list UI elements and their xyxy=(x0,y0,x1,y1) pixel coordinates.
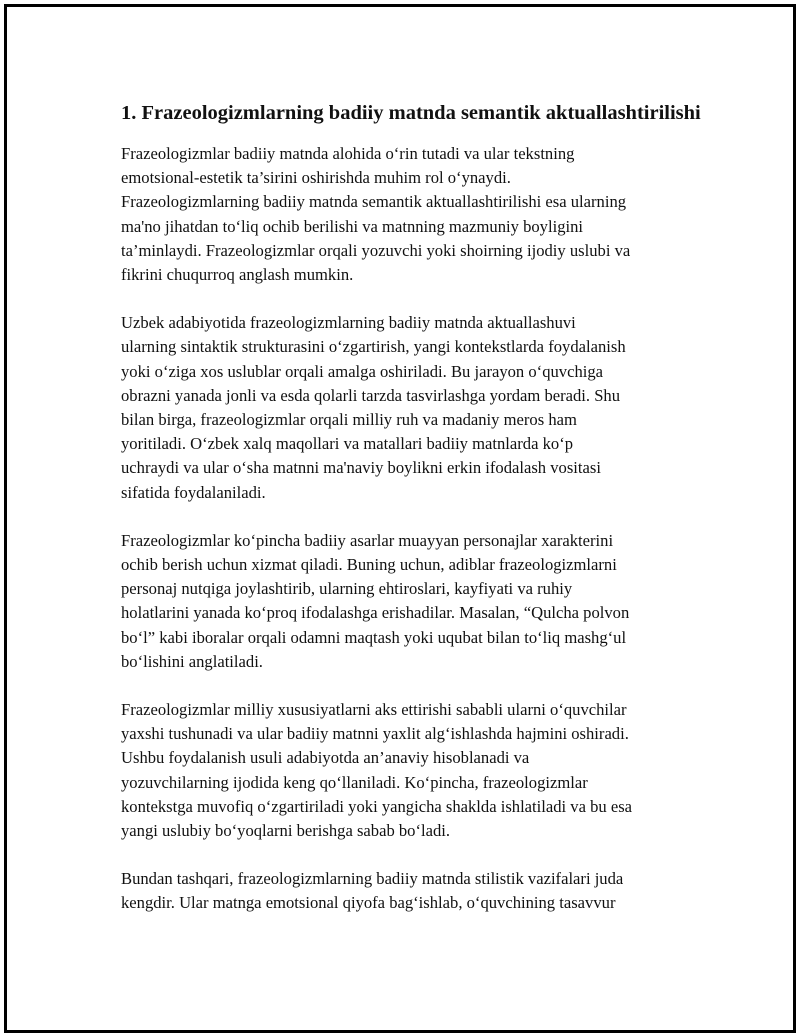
section-heading: 1. Frazeologizmlarning badiiy matnda semantik aktuallashtirilishi xyxy=(121,102,701,124)
paragraph: Frazeologizmlar badiiy matnda alohida o‘rin tutadi va ular tekstning emotsional-estetik ta’sirini oshirishda muhim rol o‘ynaydi. Frazeologizmlarning badiiy matnda semantik aktuallashtirilishi esa ularning ma'no jihatdan to‘liq ochib berilishi va matnning mazmuniy boyligini ta’minlaydi. Frazeologizmlar orqali yozuvchi yoki shoirning ijodiy uslubi va fikrini chuqurroq anglash mumkin. xyxy=(121,144,631,285)
page-frame xyxy=(4,4,796,1033)
paragraph: Uzbek adabiyotida frazeologizmlarning badiiy matnda aktuallashuvi ularning sintaktik strukturasini o‘zgartirish, yangi kontekstlarda foydalanish yoki o‘ziga xos uslublar orqali amalga oshiriladi. Bu jarayon o‘quvchiga obrazni yanada jonli va esda qolarli tarzda tasvirlashga yordam beradi. Shu bilan birga, frazeologizmlar orqali milliy ruh va madaniy meros ham yoritiladi. O‘zbek xalq maqollari va matallari badiiy matnlarda ko‘p uchraydi va ular o‘sha matnni ma'naviy boylikni erkin ifodalash vositasi sifatida foydalaniladi. xyxy=(121,313,626,502)
paragraph: Bundan tashqari, frazeologizmlarning badiiy matnda stilistik vazifalari juda kengdir. Ular matnga emotsional qiyofa bag‘ishlab, o‘quvchining tasavvur xyxy=(121,869,624,913)
paragraph: Frazeologizmlar milliy xususiyatlarni aks ettirishi sababli ularni o‘quvchilar yaxshi tushunadi va ular badiiy matnni yaxlit alg‘ishlashda hajmini oshiradi. Ushbu foydalanish usuli adabiyotda an’anaviy hisoblanadi va yozuvchilarning ijodida keng qo‘llaniladi. Ko‘pincha, frazeologizmlar kontekstga muvofiq o‘zgartiriladi yoki yangicha shaklda ishlatiladi va bu esa yangi uslubiy bo‘yoqlarni berishga sabab bo‘ladi. xyxy=(121,700,633,841)
document-body xyxy=(121,100,701,940)
paragraph: Frazeologizmlar ko‘pincha badiiy asarlar muayyan personajlar xarakterini ochib berish uchun xizmat qiladi. Buning uchun, adiblar frazeologizmlarni personaj nutqiga joylashtirib, ularning ehtiroslari, kayfiyati va ruhiy holatlarini yanada ko‘proq ifodalashga erishadilar. Masalan, “Qulcha polvon bo‘l” kabi iboralar orqali odamni maqtash yoki uqubat bilan to‘liq mashg‘ul bo‘lishini anglatiladi. xyxy=(121,530,630,671)
